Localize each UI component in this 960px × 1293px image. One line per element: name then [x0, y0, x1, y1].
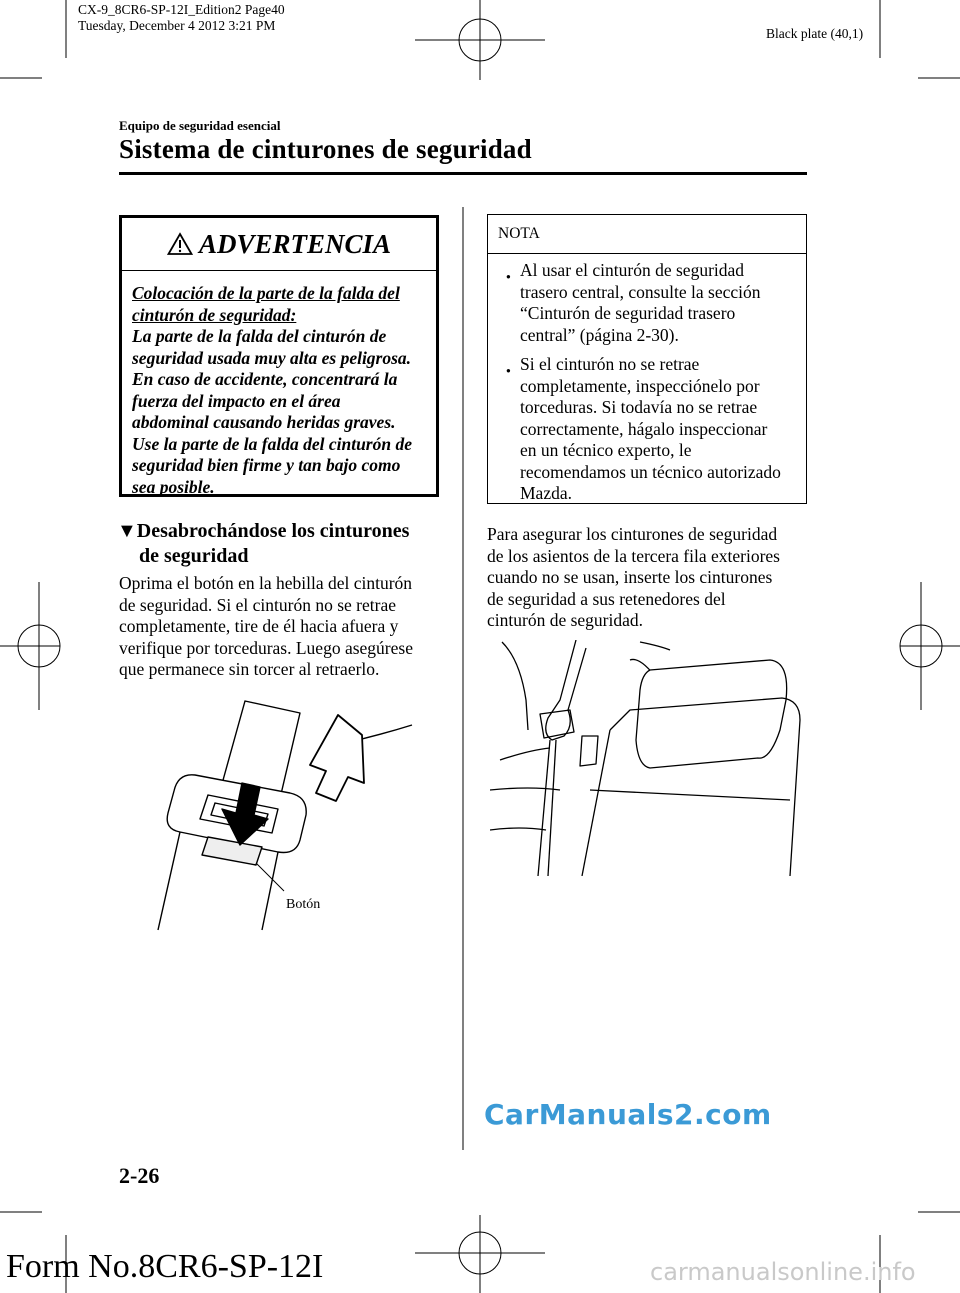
- warning-line: sea posible.: [132, 476, 215, 497]
- form-number: Form No.8CR6-SP-12I: [6, 1248, 324, 1285]
- button-label: Botón: [286, 897, 321, 912]
- note-box: [487, 214, 807, 504]
- warning-line: La parte de la falda del cinturón de: [132, 326, 387, 346]
- triangle-marker-icon: ▼: [117, 520, 137, 542]
- headrest: [636, 660, 787, 768]
- watermark: CarManuals2.com: [484, 1098, 772, 1131]
- warning-text: [122, 271, 436, 498]
- third-row-paragraph: Para asegurar los cinturones de seguridad de los asientos de la tercera fila exteriores cuando no se usan, inserte los cinturones de seguridad a sus retenedores del cinturón de seguridad.: [487, 524, 780, 630]
- plate-info: Black plate (40,1): [766, 26, 864, 41]
- unbuckle-heading: ▼Desabrochándose los cinturones de seguridad: [117, 520, 410, 567]
- pull-arrow-icon: [310, 715, 364, 801]
- warning-subtitle: Colocación de la parte de la falda del: [132, 283, 400, 303]
- bullet-icon: ●: [506, 366, 511, 375]
- print-info-line2: Tuesday, December 4 2012 3:21 PM: [78, 18, 276, 33]
- warning-line: En caso de accidente, concentrará la: [132, 369, 398, 389]
- bullet-icon: ●: [506, 272, 511, 281]
- title-rule: [119, 172, 807, 175]
- warning-box: [119, 215, 439, 497]
- section-label: Equipo de seguridad esencial: [119, 118, 281, 133]
- note-body: [488, 254, 806, 505]
- note-label: NOTA: [488, 215, 806, 254]
- unbuckle-paragraph: Oprima el botón en la hebilla del cinturón de seguridad. Si el cinturón no se retrae completamente, tire de él hacia afuera y verifique por torceduras. Luego asegúrese que permanece sin torcer al retraerlo.: [119, 573, 413, 679]
- seat-illustration: [490, 640, 808, 876]
- watermark-site: carmanualsonline.info: [650, 1258, 916, 1286]
- warning-label: ADVERTENCIA: [198, 228, 392, 259]
- page-number: 2-26: [119, 1163, 160, 1188]
- seat-belt-strap: [546, 640, 586, 740]
- warning-triangle-icon: [167, 232, 193, 256]
- page-title: Sistema de cinturones de seguridad: [119, 134, 532, 164]
- buckle-illustration: [150, 695, 420, 935]
- list-item: ● Si el cinturón no se retrae completamente, inspecciónelo por torceduras. Si todavía no se retrae correctamente, hágalo inspeccionar en un técnico experto, le recomendamos un técnico autorizado Mazda.: [506, 354, 781, 503]
- list-item: ● Al usar el cinturón de seguridad trasero central, consulte la sección “Cinturón de seguridad trasero central” (página 2-30).: [506, 260, 761, 345]
- warning-line: seguridad usada muy alta es peligrosa.: [132, 347, 412, 368]
- warning-header: [122, 218, 436, 271]
- warning-line: Use la parte de la falda del cinturón de: [132, 433, 412, 454]
- warning-subtitle: cinturón de seguridad:: [132, 304, 297, 325]
- warning-line: fuerza del impacto en el área: [132, 390, 341, 411]
- warning-line: seguridad bien firme y tan bajo como: [132, 455, 401, 475]
- print-info-line1: CX-9_8CR6-SP-12I_Edition2 Page40: [78, 2, 285, 17]
- warning-line: abdominal causando heridas graves.: [132, 412, 396, 432]
